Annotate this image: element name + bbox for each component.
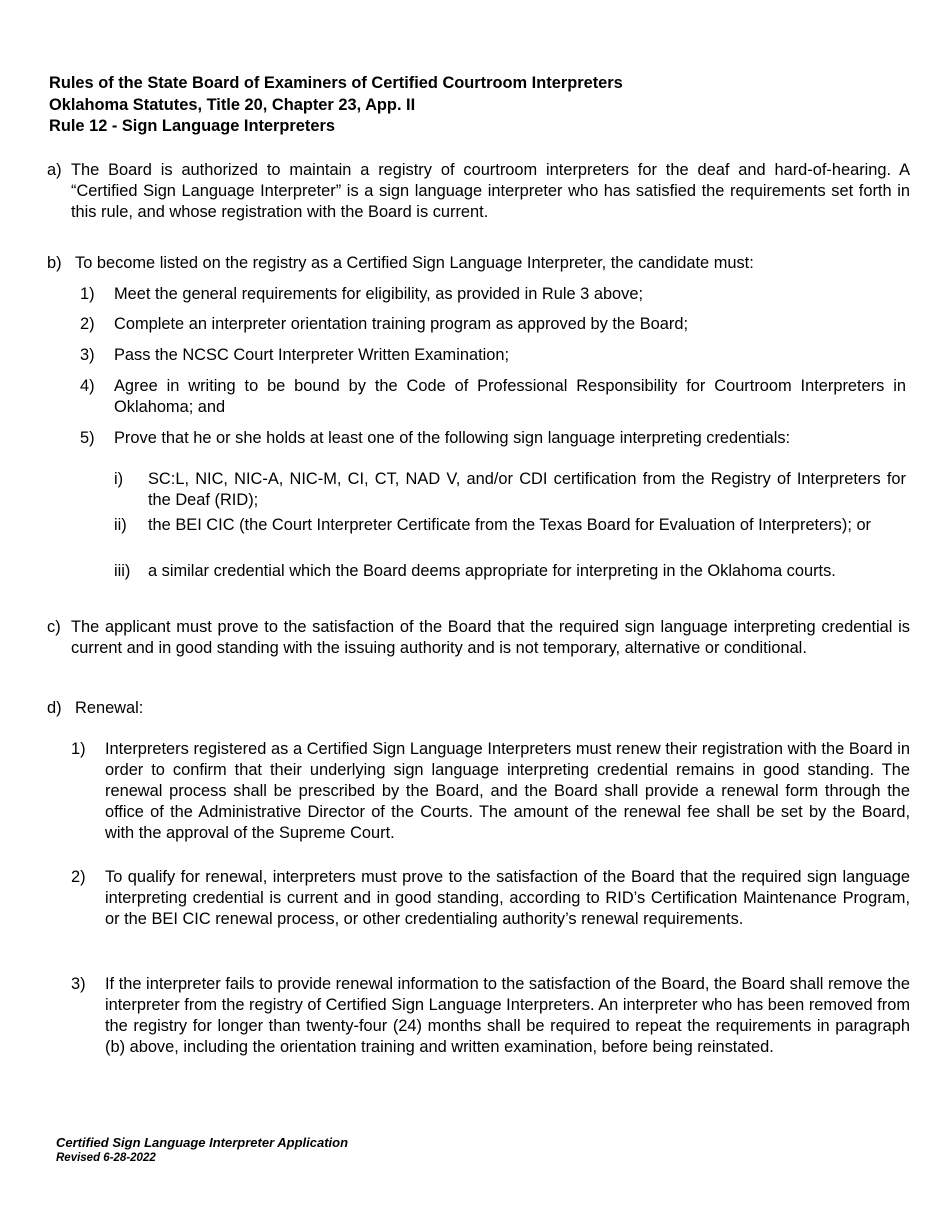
section-text: The applicant must prove to the satisfaction of the Board that the required sign language interpreting credential is current and in good standing with the issuing authority and is not temporary, alternative or conditional. xyxy=(71,618,910,657)
item-label: 1) xyxy=(80,285,95,303)
sub-list-item xyxy=(114,469,906,511)
list-item xyxy=(80,284,906,305)
header-rule: Rule 12 - Sign Language Interpreters xyxy=(49,117,335,135)
header-statute: Oklahoma Statutes, Title 20, Chapter 23, App. II xyxy=(49,95,416,114)
item-label: ii) xyxy=(114,516,127,534)
item-text: Complete an interpreter orientation training program as approved by the Board; xyxy=(114,315,689,333)
list-item xyxy=(80,376,906,418)
item-label: 3) xyxy=(71,975,86,993)
section-label: d) xyxy=(47,699,62,717)
section-text: To become listed on the registry as a Certified Sign Language Interpreter, the candidate must: xyxy=(75,254,754,272)
item-text: Meet the general requirements for eligibility, as provided in Rule 3 above; xyxy=(114,285,644,303)
item-label: 1) xyxy=(71,740,86,758)
section-a xyxy=(47,160,910,223)
list-item xyxy=(80,314,906,335)
item-text: SC:L, NIC, NIC-A, NIC-M, CI, CT, NAD V, and/or CDI certification from the Registry of Interpreters for the Deaf (RID); xyxy=(148,470,906,509)
item-text: Pass the NCSC Court Interpreter Written Examination; xyxy=(114,346,510,364)
sub-list-item xyxy=(114,515,906,536)
section-text: The Board is authorized to maintain a registry of courtroom interpreters for the deaf and hard-of-hearing. A “Certified Sign Language Interpreter” is a sign language interpreter who has satisfied the requirements set forth in this rule, and whose registration with the Board is current. xyxy=(71,161,910,221)
item-text: To qualify for renewal, interpreters must prove to the satisfaction of the Board that the required sign language interpreting credential is current and in good standing, according to RID’s Certification Maintenance Program, or the BEI CIC renewal process, or other credentialing authority’s renewal requirements. xyxy=(105,868,910,928)
document-header xyxy=(49,73,623,138)
list-item xyxy=(71,974,910,1058)
item-text: the BEI CIC (the Court Interpreter Certificate from the Texas Board for Evaluation of Interpreters); or xyxy=(148,516,872,534)
section-c xyxy=(47,617,910,659)
item-text: If the interpreter fails to provide renewal information to the satisfaction of the Board, the Board shall remove the interpreter from the registry of Certified Sign Language Interpreters. An interpreter who has been removed from the registry for longer than twenty-four (24) months shall be required to repeat the requirements in paragraph (b) above, including the orientation training and written examination, before being reinstated. xyxy=(105,975,910,1056)
item-text: Interpreters registered as a Certified Sign Language Interpreters must renew their registration with the Board in order to confirm that their underlying sign language interpreting credential remains in good standing. The renewal process shall be prescribed by the Board, and the Board shall provide a renewal form through the office of the Administrative Director of the Courts. The amount of the renewal fee shall be set by the Board, with the approval of the Supreme Court. xyxy=(105,740,910,842)
header-title: Rules of the State Board of Examiners of Certified Courtroom Interpreters xyxy=(49,74,623,92)
section-text: Renewal: xyxy=(75,699,144,717)
item-label: 2) xyxy=(80,315,95,333)
item-label: 4) xyxy=(80,377,95,395)
item-label: 2) xyxy=(71,868,86,886)
item-label: 5) xyxy=(80,429,95,447)
item-text: Agree in writing to be bound by the Code of Professional Responsibility for Courtroom Interpreters in Oklahoma; and xyxy=(114,377,906,416)
sub-list-item xyxy=(114,561,906,582)
section-d xyxy=(47,698,910,719)
section-label: b) xyxy=(47,254,62,272)
list-item xyxy=(71,867,910,930)
item-label: i) xyxy=(114,470,124,488)
item-text: Prove that he or she holds at least one of the following sign language interpreting credentials: xyxy=(114,429,791,447)
section-label: c) xyxy=(47,618,61,636)
page-footer xyxy=(56,1134,348,1166)
list-item xyxy=(80,345,906,366)
footer-title: Certified Sign Language Interpreter Application xyxy=(56,1135,349,1150)
item-label: iii) xyxy=(114,562,131,580)
section-b xyxy=(47,253,910,274)
item-label: 3) xyxy=(80,346,95,364)
footer-revised: Revised 6-28-2022 xyxy=(56,1152,156,1164)
list-item xyxy=(71,739,910,844)
item-text: a similar credential which the Board deems appropriate for interpreting in the Oklahoma courts. xyxy=(148,562,836,580)
section-label: a) xyxy=(47,161,62,179)
list-item xyxy=(80,428,906,449)
